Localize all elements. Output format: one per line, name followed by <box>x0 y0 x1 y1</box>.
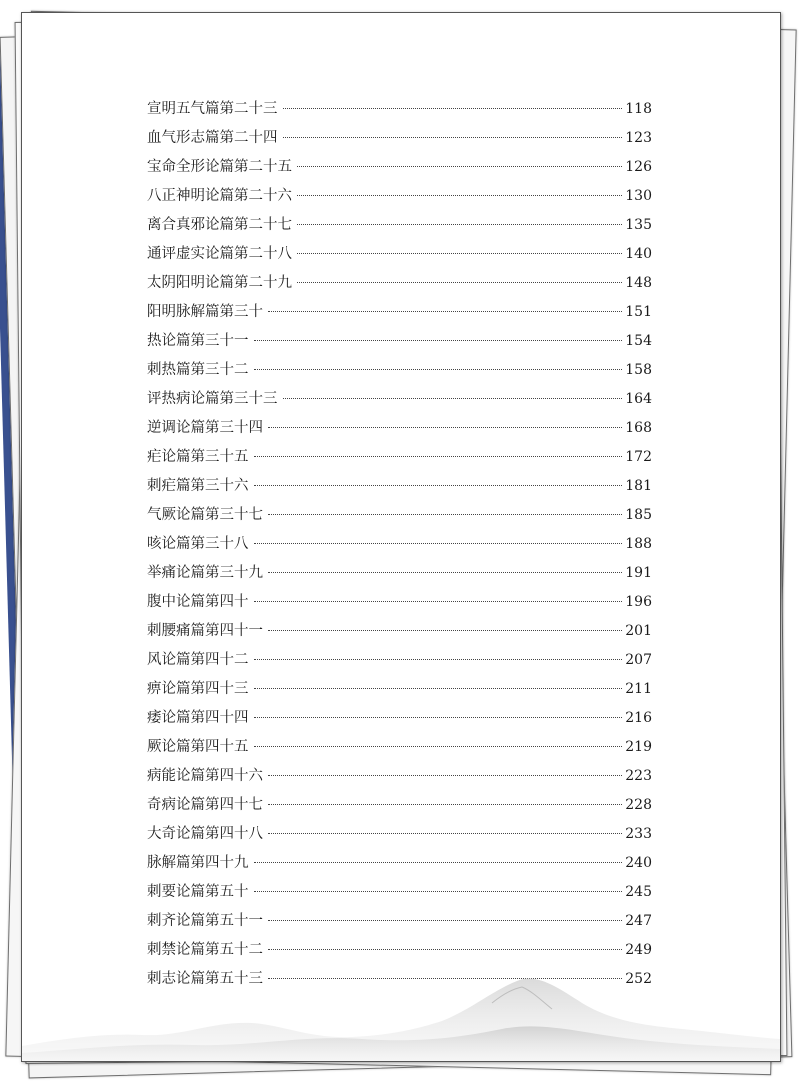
toc-entry-title: 刺要论篇第五十 <box>147 884 249 900</box>
table-of-contents <box>147 95 652 994</box>
toc-entry-page-number: 140 <box>625 246 652 262</box>
toc-entry-page-number: 216 <box>625 710 652 726</box>
toc-entry-title: 腹中论篇第四十 <box>147 594 249 610</box>
toc-entry[interactable] <box>147 530 652 559</box>
toc-entry-page-number: 168 <box>625 420 652 436</box>
dot-leader <box>268 629 622 631</box>
dot-leader <box>254 484 623 486</box>
toc-entry-page-number: 233 <box>625 826 652 842</box>
toc-entry-page-number: 245 <box>625 884 652 900</box>
toc-entry-page-number: 185 <box>625 507 652 523</box>
toc-entry-title: 举痛论篇第三十九 <box>147 565 263 581</box>
toc-entry-title: 阳明脉解篇第三十 <box>147 304 263 320</box>
dot-leader <box>254 658 623 660</box>
toc-entry[interactable] <box>147 153 652 182</box>
dot-leader <box>283 136 623 138</box>
dot-leader <box>268 832 622 834</box>
toc-entry-page-number: 223 <box>625 768 652 784</box>
dot-leader <box>297 281 622 283</box>
dot-leader <box>254 339 623 341</box>
toc-entry-title: 太阴阳明论篇第二十九 <box>147 275 292 291</box>
toc-entry[interactable] <box>147 182 652 211</box>
toc-entry-title: 痿论篇第四十四 <box>147 710 249 726</box>
toc-entry-title: 脉解篇第四十九 <box>147 855 249 871</box>
toc-entry-title: 疟论篇第三十五 <box>147 449 249 465</box>
toc-entry-page-number: 123 <box>625 130 652 146</box>
toc-entry-title: 八正神明论篇第二十六 <box>147 188 292 204</box>
toc-entry-title: 宝命全形论篇第二十五 <box>147 159 292 175</box>
dot-leader <box>297 165 622 167</box>
toc-entry[interactable] <box>147 820 652 849</box>
toc-entry-title: 奇病论篇第四十七 <box>147 797 263 813</box>
toc-entry-title: 通评虚实论篇第二十八 <box>147 246 292 262</box>
toc-entry-title: 宣明五气篇第二十三 <box>147 101 278 117</box>
dot-leader <box>254 368 623 370</box>
dot-leader <box>268 948 622 950</box>
toc-entry-page-number: 188 <box>625 536 652 552</box>
toc-entry-title: 热论篇第三十一 <box>147 333 249 349</box>
toc-entry-page-number: 207 <box>625 652 652 668</box>
toc-entry-page-number: 118 <box>625 101 652 117</box>
toc-entry-page-number: 135 <box>625 217 652 233</box>
dot-leader <box>254 687 623 689</box>
toc-entry-page-number: 201 <box>625 623 652 639</box>
toc-entry[interactable] <box>147 791 652 820</box>
toc-entry-title: 离合真邪论篇第二十七 <box>147 217 292 233</box>
toc-entry[interactable] <box>147 646 652 675</box>
toc-entry-title: 逆调论篇第三十四 <box>147 420 263 436</box>
toc-entry-page-number: 154 <box>625 333 652 349</box>
dot-leader <box>297 223 622 225</box>
toc-entry[interactable] <box>147 124 652 153</box>
dot-leader <box>254 861 623 863</box>
toc-entry[interactable] <box>147 588 652 617</box>
toc-entry-page-number: 158 <box>625 362 652 378</box>
toc-entry[interactable] <box>147 414 652 443</box>
toc-entry-title: 厥论篇第四十五 <box>147 739 249 755</box>
toc-entry-title: 大奇论篇第四十八 <box>147 826 263 842</box>
toc-entry-title: 刺腰痛篇第四十一 <box>147 623 263 639</box>
ink-mountain-landscape <box>22 951 780 1061</box>
toc-entry-page-number: 126 <box>625 159 652 175</box>
toc-entry[interactable] <box>147 617 652 646</box>
dot-leader <box>254 600 623 602</box>
toc-entry[interactable] <box>147 559 652 588</box>
toc-entry[interactable] <box>147 327 652 356</box>
toc-entry-page-number: 148 <box>625 275 652 291</box>
toc-entry-title: 气厥论篇第三十七 <box>147 507 263 523</box>
dot-leader <box>254 890 623 892</box>
toc-entry-page-number: 172 <box>625 449 652 465</box>
toc-entry-page-number: 252 <box>625 971 652 987</box>
toc-entry[interactable] <box>147 211 652 240</box>
dot-leader <box>268 803 622 805</box>
toc-entry-page-number: 228 <box>625 797 652 813</box>
dot-leader <box>268 919 622 921</box>
toc-entry[interactable] <box>147 878 652 907</box>
toc-entry[interactable] <box>147 849 652 878</box>
dot-leader <box>254 455 623 457</box>
toc-entry-page-number: 181 <box>625 478 652 494</box>
dot-leader <box>254 716 623 718</box>
toc-entry-title: 痹论篇第四十三 <box>147 681 249 697</box>
toc-entry[interactable] <box>147 501 652 530</box>
dot-leader <box>268 310 622 312</box>
dot-leader <box>297 252 622 254</box>
dot-leader <box>283 107 623 109</box>
toc-page <box>21 12 781 1062</box>
toc-entry-title: 血气形志篇第二十四 <box>147 130 278 146</box>
toc-entry[interactable] <box>147 472 652 501</box>
dot-leader <box>254 745 623 747</box>
toc-entry[interactable] <box>147 907 652 936</box>
toc-entry-page-number: 164 <box>625 391 652 407</box>
toc-entry[interactable] <box>147 95 652 124</box>
toc-entry-title: 刺疟篇第三十六 <box>147 478 249 494</box>
toc-entry-title: 刺禁论篇第五十二 <box>147 942 263 958</box>
toc-entry-page-number: 211 <box>625 681 652 697</box>
toc-entry-title: 病能论篇第四十六 <box>147 768 263 784</box>
toc-entry-page-number: 219 <box>625 739 652 755</box>
toc-entry[interactable] <box>147 298 652 327</box>
dot-leader <box>254 542 623 544</box>
toc-entry-page-number: 247 <box>625 913 652 929</box>
dot-leader <box>297 194 622 196</box>
toc-entry-title: 刺志论篇第五十三 <box>147 971 263 987</box>
toc-entry[interactable] <box>147 733 652 762</box>
dot-leader <box>268 513 622 515</box>
dot-leader <box>283 397 623 399</box>
toc-entry-page-number: 151 <box>625 304 652 320</box>
toc-entry-page-number: 130 <box>625 188 652 204</box>
toc-entry[interactable] <box>147 762 652 791</box>
toc-entry-page-number: 191 <box>625 565 652 581</box>
toc-entry-page-number: 196 <box>625 594 652 610</box>
toc-entry[interactable] <box>147 240 652 269</box>
toc-entry-page-number: 249 <box>625 942 652 958</box>
toc-entry[interactable] <box>147 443 652 472</box>
toc-entry-title: 刺热篇第三十二 <box>147 362 249 378</box>
toc-entry-title: 咳论篇第三十八 <box>147 536 249 552</box>
toc-entry-title: 刺齐论篇第五十一 <box>147 913 263 929</box>
toc-entry[interactable] <box>147 385 652 414</box>
toc-entry-title: 评热病论篇第三十三 <box>147 391 278 407</box>
toc-entry[interactable] <box>147 269 652 298</box>
toc-entry[interactable] <box>147 675 652 704</box>
toc-entry[interactable] <box>147 356 652 385</box>
dot-leader <box>268 426 622 428</box>
toc-entry[interactable] <box>147 704 652 733</box>
dot-leader <box>268 774 622 776</box>
toc-entry-title: 风论篇第四十二 <box>147 652 249 668</box>
dot-leader <box>268 571 622 573</box>
toc-entry-page-number: 240 <box>625 855 652 871</box>
